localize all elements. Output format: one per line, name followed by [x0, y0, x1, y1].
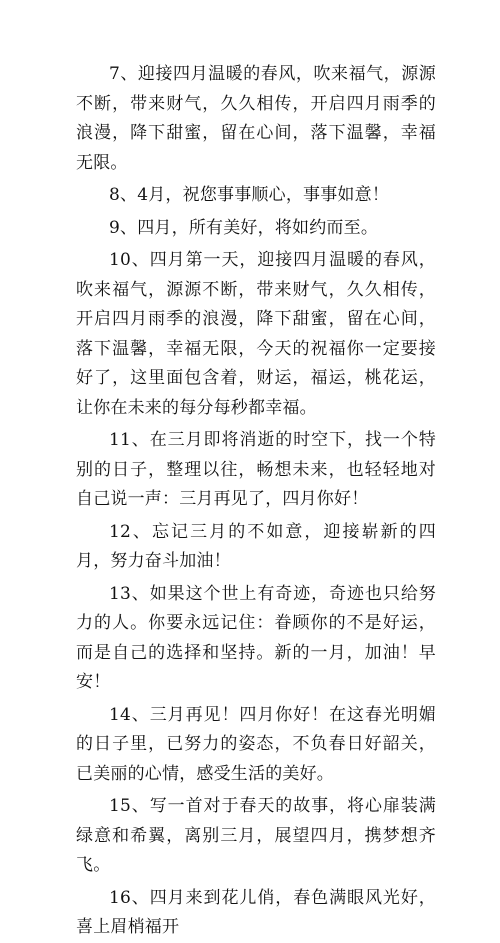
- paragraph-14: 14、三月再见！四月你好！在这春光明媚的日子里，已努力的姿态，不负春日好韶关，已美丽的心情，感受生活的美好。: [76, 704, 436, 784]
- paragraph-16: 16、四月来到花儿俏，春色满眼风光好，喜上眉梢福开: [76, 887, 436, 937]
- paragraph-15: 15、写一首对于春天的故事，将心扉装满绿意和希翼，离别三月，展望四月，携梦想齐飞。: [76, 796, 436, 875]
- paragraph-7: 7、迎接四月温暖的春风，吹来福气，源源不断，带来财气，久久相传，开启四月雨季的浪漫，降下甜蜜，留在心间，落下温馨，幸福无限。: [76, 64, 436, 173]
- paragraph-12: 12、忘记三月的不如意，迎接崭新的四月，努力奋斗加油！: [76, 521, 436, 571]
- paragraph-8: 8、4月，祝您事事顺心，事事如意！: [109, 185, 390, 205]
- paragraph-13: 13、如果这个世上有奇迹，奇迹也只给努力的人。你要永远记住：眷顾你的不是好运，而是自己的选择和坚持。新的一月，加油！早安！: [76, 583, 436, 692]
- paragraph-11: 11、在三月即将消逝的时空下，找一个特别的日子，整理以往，畅想未来，也轻轻地对自己说一声：三月再见了，四月你好！: [76, 430, 436, 509]
- paragraph-list: [76, 60, 436, 943]
- paragraph-10: 10、四月第一天，迎接四月温暖的春风，吹来福气，源源不断，带来财气，久久相传，开启四月雨季的浪漫，降下甜蜜，留在心间，落下温馨，幸福无限，今天的祝福你一定要接好了，这里面包含着，财运，福运，桃花运，让你在未来的每分每秒都幸福。: [76, 250, 436, 418]
- paragraph-9: 9、四月，所有美好，将如约而至。: [109, 217, 379, 238]
